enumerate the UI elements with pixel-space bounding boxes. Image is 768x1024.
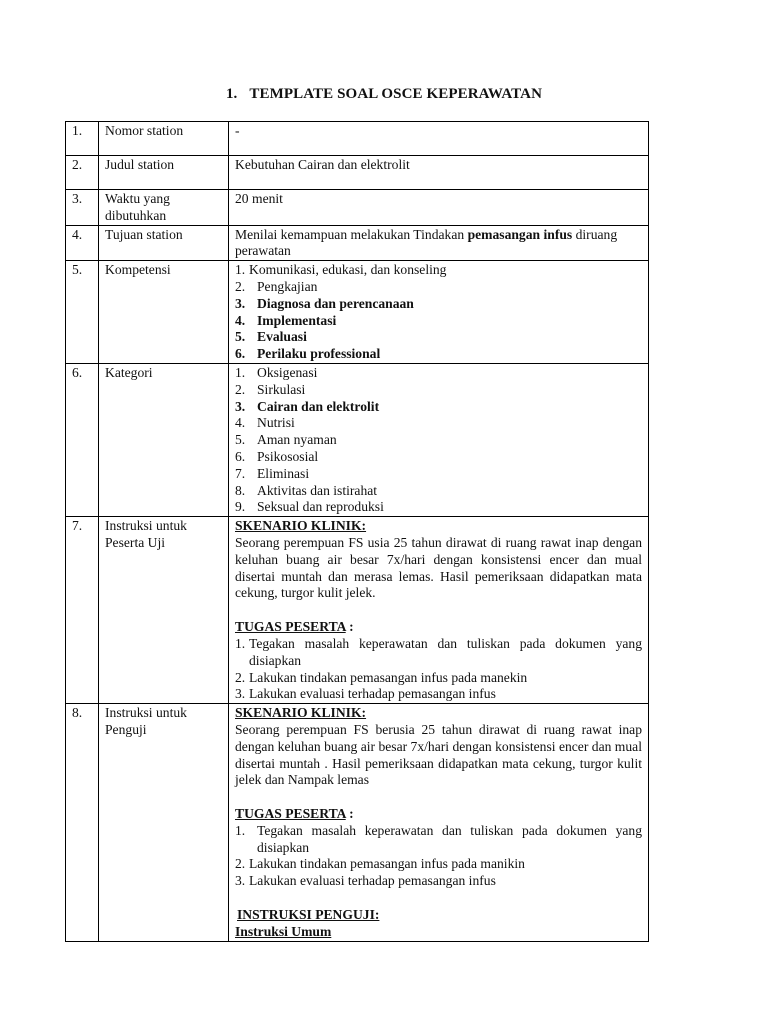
examiner-instructions-heading: INSTRUKSI PENGUJI: [237, 907, 380, 923]
tasks-heading: TUGAS PESERTA [235, 806, 346, 822]
row-number: 3. [66, 190, 99, 226]
list-item: 3. Lakukan evaluasi terhadap pemasangan infus [235, 686, 496, 702]
list-item: 2. Sirkulasi [235, 381, 306, 397]
row-number: 4. [66, 225, 99, 261]
general-instructions-heading: Instruksi Umum [235, 923, 332, 939]
row-number: 5. [66, 261, 99, 364]
list-item: 2. Lakukan tindakan pemasangan infus pada manikin [235, 856, 525, 872]
table-row [66, 190, 649, 226]
list-item: 5. Evaluasi [235, 329, 307, 345]
list-item: 2. Lakukan tindakan pemasangan infus pada manekin [235, 669, 528, 685]
list-item: 1. Oksigenasi [235, 364, 318, 380]
list-item: 6. Perilaku professional [235, 346, 381, 362]
table-row [66, 225, 649, 261]
table-row [66, 704, 649, 942]
list-item: 9. Seksual dan reproduksi [235, 499, 384, 515]
osce-template-table [65, 121, 649, 942]
row-label: Tujuan station [99, 225, 229, 261]
list-item: 2. Pengkajian [235, 278, 318, 294]
title-text: TEMPLATE SOAL OSCE KEPERAWATAN [249, 86, 543, 102]
row-label: Instruksi untuk Penguji [99, 704, 229, 942]
scenario-heading: SKENARIO KLINIK: [235, 705, 367, 721]
tasks-heading: TUGAS PESERTA [235, 619, 346, 635]
title-number: 1. [225, 86, 238, 102]
list-item: 3. Cairan dan elektrolit [235, 398, 380, 414]
row-number: 6. [66, 363, 99, 516]
row-value [229, 225, 649, 261]
examiner-instructions [229, 704, 649, 942]
row-number: 8. [66, 704, 99, 942]
list-item: 5. Aman nyaman [235, 432, 337, 448]
list-item: 6. Psikososial [235, 448, 319, 464]
row-value: - [229, 122, 649, 156]
objective-text: Menilai kemampuan melakukan Tindakan [235, 226, 468, 242]
objective-text-end: diruang perawatan [235, 226, 618, 259]
row-label: Waktu yang dibutuhkan [99, 190, 229, 226]
list-item: 8. Aktivitas dan istirahat [235, 482, 378, 498]
table-row [66, 261, 649, 364]
tasks-colon: : [345, 619, 354, 635]
list-item: 4. Implementasi [235, 312, 337, 328]
row-label: Judul station [99, 156, 229, 190]
row-number: 7. [66, 517, 99, 704]
list-item: 7. Eliminasi [235, 465, 310, 481]
tasks-colon: : [345, 806, 354, 822]
row-value: 20 menit [229, 190, 649, 226]
row-label: Kompetensi [99, 261, 229, 364]
list-item: 1. Tegakan masalah keperawatan dan tuliskan pada dokumen yang disiapkan [235, 822, 642, 855]
row-label: Kategori [99, 363, 229, 516]
scenario-text: Seorang perempuan FS usia 25 tahun dirawat di ruang rawat inap dengan keluhan buang air besar 7x/hari dengan konsistensi encer dan mual disertai muntah dan merasa lemas. Hasil pemeriksaan didapatkan mata cekung, turgor kulit jelek. [235, 534, 642, 601]
list-item: 4. Nutrisi [235, 415, 295, 431]
list-item: 3. Diagnosa dan perencanaan [235, 295, 414, 311]
row-label: Instruksi untuk Peserta Uji [99, 517, 229, 704]
table-row [66, 363, 649, 516]
table-row [66, 156, 649, 190]
scenario-heading: SKENARIO KLINIK: [235, 518, 367, 534]
list-item: 1. Komunikasi, edukasi, dan konseling [235, 262, 447, 278]
category-list [229, 363, 649, 516]
row-number: 2. [66, 156, 99, 190]
row-number: 1. [66, 122, 99, 156]
list-item: 1. Tegakan masalah keperawatan dan tuliskan pada dokumen yang disiapkan [235, 635, 642, 668]
competency-list [229, 261, 649, 364]
participant-instructions [229, 517, 649, 704]
table-row [66, 517, 649, 704]
document-title [0, 86, 768, 103]
row-value: Kebutuhan Cairan dan elektrolit [229, 156, 649, 190]
scenario-text: Seorang perempuan FS berusia 25 tahun dirawat di ruang rawat inap dengan keluhan buang air besar 7x/hari dengan konsistensi encer dan mual disertai muntah . Hasil pemeriksaan didapatkan mata cekung, turgor kulit jelek dan Nampak lemas [235, 721, 642, 788]
table-row [66, 122, 649, 156]
row-label: Nomor station [99, 122, 229, 156]
objective-emphasis: pemasangan infus [467, 226, 573, 242]
list-item: 3. Lakukan evaluasi terhadap pemasangan infus [235, 873, 496, 889]
